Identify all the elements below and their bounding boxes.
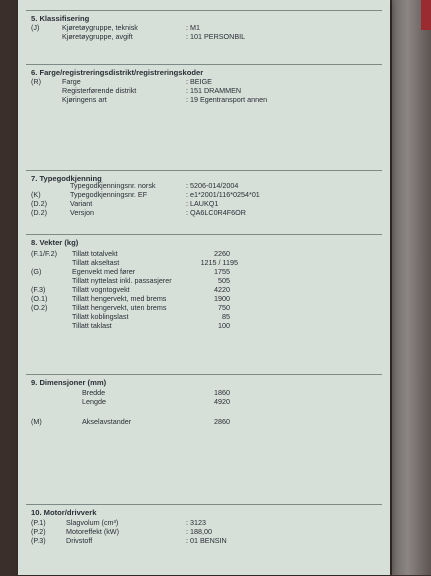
- field-label: Farge: [62, 77, 81, 86]
- field-value: : 188,00: [186, 527, 212, 536]
- data-row: [26, 303, 382, 312]
- field-value: : e1*2001/116*0254*01: [186, 190, 260, 199]
- field-value: 100: [218, 321, 230, 330]
- section-klassifisering: [26, 10, 382, 61]
- data-row: [26, 417, 382, 426]
- data-row: [26, 86, 382, 95]
- registration-document-page: [18, 0, 390, 575]
- field-label: Kjøretøygruppe, avgift: [62, 32, 133, 41]
- data-row: [26, 312, 382, 321]
- section-title: 10. Motor/drivverk: [31, 508, 97, 517]
- field-label: Registerførende distrikt: [62, 86, 137, 95]
- field-label: Tillatt totalvekt: [72, 249, 118, 258]
- field-label: Tillatt hengervekt, med brems: [72, 294, 167, 303]
- data-row: [26, 258, 382, 267]
- field-code: (P.3): [31, 536, 46, 545]
- field-code: (D.2): [31, 199, 47, 208]
- field-value: : QA6LC0R4F6OR: [186, 208, 246, 217]
- data-row: [26, 321, 382, 330]
- field-value: 1900: [214, 294, 230, 303]
- data-row: [26, 77, 382, 86]
- field-code: (O.2): [31, 303, 48, 312]
- field-label: Versjon: [70, 208, 94, 217]
- data-row: [26, 249, 382, 258]
- field-label: Typegodkjenningsnr. norsk: [70, 181, 156, 190]
- data-row: [26, 95, 382, 104]
- section-title: 5. Klassifisering: [31, 14, 90, 23]
- field-label: Tillatt hengervekt, uten brems: [72, 303, 167, 312]
- field-label: Drivstoff: [66, 536, 93, 545]
- field-code: (M): [31, 417, 42, 426]
- field-value: 1860: [214, 388, 230, 397]
- data-row: [26, 388, 382, 397]
- data-row: [26, 276, 382, 285]
- data-row: [26, 285, 382, 294]
- field-label: Tillatt nyttelast inkl. passasjerer: [72, 276, 172, 285]
- field-code: (O.1): [31, 294, 48, 303]
- field-label: Bredde: [82, 388, 106, 397]
- section-title: 6. Farge/registreringsdistrikt/registreringskoder: [31, 68, 204, 77]
- data-row: [26, 199, 382, 208]
- field-value: : 19 Egentransport annen: [186, 95, 268, 104]
- section-motor: [26, 504, 382, 576]
- field-value: 2260: [214, 249, 230, 258]
- field-label: Variant: [70, 199, 93, 208]
- field-label: Lengde: [82, 397, 106, 406]
- field-label: Kjøretøygruppe, teknisk: [62, 23, 138, 32]
- data-row: [26, 294, 382, 303]
- field-value: 1755: [214, 267, 230, 276]
- field-value: : M1: [186, 23, 200, 32]
- field-label: Tillatt koblingslast: [72, 312, 129, 321]
- field-value: : 151 DRAMMEN: [186, 86, 242, 95]
- data-row: [26, 190, 382, 199]
- data-row: [26, 208, 382, 217]
- section-title: 8. Vekter (kg): [31, 238, 79, 247]
- field-label: Egenvekt med fører: [72, 267, 136, 276]
- field-label: Slagvolum (cm³): [66, 518, 119, 527]
- field-code: (D.2): [31, 208, 47, 217]
- section-title: 9. Dimensjoner (mm): [31, 378, 107, 387]
- field-code: (G): [31, 267, 42, 276]
- field-value: 2860: [214, 417, 230, 426]
- field-code: (P.2): [31, 527, 46, 536]
- field-label: Tillatt akseltast: [72, 258, 120, 267]
- field-label: Motoreffekt (kW): [66, 527, 119, 536]
- field-value: : 101 PERSONBIL: [186, 32, 246, 41]
- data-row: [26, 32, 382, 41]
- field-label: Typegodkjenningsnr. EF: [70, 190, 148, 199]
- data-row: [26, 181, 382, 190]
- field-value: : BEIGE: [186, 77, 212, 86]
- field-value: : LAUKQ1: [186, 199, 219, 208]
- section-dimensjoner: [26, 374, 382, 503]
- data-row: [26, 397, 382, 406]
- data-row: [26, 536, 382, 545]
- field-label: Tillatt vogntogvekt: [72, 285, 130, 294]
- field-label: Akselavstander: [82, 417, 132, 426]
- field-code: (K): [31, 190, 41, 199]
- field-value: 1215 / 1195: [200, 258, 238, 267]
- section-typegodkjenning: [26, 170, 382, 233]
- field-value: 4220: [214, 285, 230, 294]
- field-value: 85: [222, 312, 230, 321]
- field-value: : 5206-014/2004: [186, 181, 239, 190]
- data-row: [26, 23, 382, 32]
- field-label: Tillatt taklast: [72, 321, 112, 330]
- field-value: 750: [218, 303, 230, 312]
- field-value: : 01 BENSIN: [186, 536, 227, 545]
- field-code: (F.3): [31, 285, 46, 294]
- page-tab: [421, 0, 431, 30]
- field-label: Kjøringens art: [62, 95, 107, 104]
- field-value: 4920: [214, 397, 230, 406]
- field-code: (F.1/F.2): [31, 249, 57, 258]
- data-row: [26, 518, 382, 527]
- section-farge: [26, 64, 382, 165]
- adjacent-page-edge: [392, 0, 431, 575]
- field-code: (R): [31, 77, 41, 86]
- field-value: : 3123: [186, 518, 206, 527]
- section-vekter: [26, 234, 382, 373]
- field-code: (J): [31, 23, 40, 32]
- data-row: [26, 527, 382, 536]
- field-code: (P.1): [31, 518, 46, 527]
- section-title: 7. Typegodkjenning: [31, 174, 102, 183]
- data-row: [26, 267, 382, 276]
- field-value: 505: [218, 276, 230, 285]
